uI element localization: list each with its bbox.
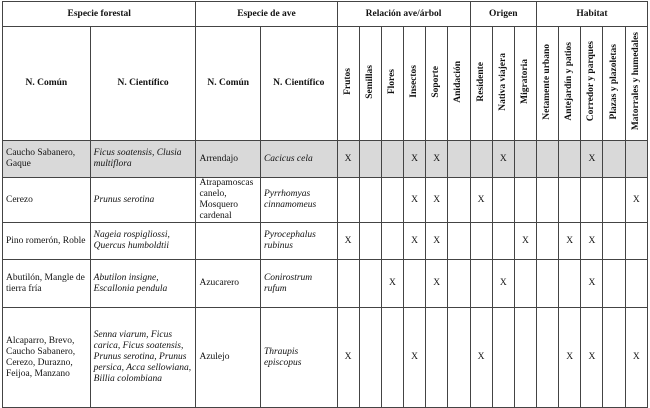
- mark-cell: [448, 178, 470, 223]
- mark-cell: [514, 141, 536, 178]
- mark-cell: [581, 178, 603, 223]
- col-header-semillas: [359, 27, 381, 141]
- mark-cell: [625, 223, 647, 260]
- mark-cell: X: [470, 308, 492, 408]
- mark-cell: X: [625, 178, 647, 223]
- col-header-antejardin-y-patios: [559, 27, 581, 141]
- mark-cell: X: [559, 223, 581, 260]
- mark-cell: [514, 260, 536, 308]
- tree-scientific-cell: Abutilon insigne, Escallonia pendula: [90, 260, 196, 308]
- mark-cell: [537, 260, 559, 308]
- col-header-flores: [381, 27, 403, 141]
- col-header-label: Antejardín y patios: [564, 42, 575, 121]
- mark-cell: [603, 223, 625, 260]
- col-header-label: Plazas y plazoletas: [608, 43, 619, 120]
- mark-cell: X: [337, 223, 359, 260]
- table-row: [3, 308, 648, 408]
- col-header-nativa-viajera: [492, 27, 514, 141]
- tree-scientific-cell: Prunus serotina: [90, 178, 196, 223]
- tree-scientific-cell: Senna viarum, Ficus carica, Ficus soatensis, Prunus serotina, Prunus persica, Acca sellowiana, Billia colombiana: [90, 308, 196, 408]
- mark-cell: [359, 178, 381, 223]
- mark-cell: [337, 260, 359, 308]
- tree-common-cell: Alcaparro, Brevo, Caucho Sabanero, Cerezo, Durazno, Feijoa, Manzano: [3, 308, 91, 408]
- col-header-anidacion: [448, 27, 470, 141]
- col-header-migratoria: [514, 27, 536, 141]
- mark-cell: [625, 260, 647, 308]
- mark-cell: [470, 260, 492, 308]
- mark-cell: [448, 223, 470, 260]
- col-header-label: Flores: [386, 68, 397, 95]
- mark-cell: [537, 141, 559, 178]
- col-header-label: Soporte: [431, 65, 442, 98]
- mark-cell: X: [426, 223, 448, 260]
- mark-cell: [603, 260, 625, 308]
- mark-cell: X: [581, 141, 603, 178]
- table-row: [3, 178, 648, 223]
- tree-scientific-cell: Nageia rospigliossi, Quercus humboldtii: [90, 223, 196, 260]
- mark-cell: [537, 223, 559, 260]
- tree-common-cell: Cerezo: [3, 178, 91, 223]
- bird-scientific-cell: Cacicus cela: [260, 141, 337, 178]
- mark-cell: [381, 141, 403, 178]
- mark-cell: [559, 141, 581, 178]
- mark-cell: [359, 141, 381, 178]
- col-header-plazas-y-plazoletas: [603, 27, 625, 141]
- group-header-origen: Origen: [470, 2, 536, 27]
- col-header-label: Nativa viajera: [497, 52, 508, 111]
- mark-cell: [470, 223, 492, 260]
- col-header-soporte: [426, 27, 448, 141]
- col-header-bird-scientific: N. Científico: [260, 27, 337, 141]
- bird-common-cell: Arrendajo: [196, 141, 260, 178]
- bird-common-cell: Atrapamoscas canelo, Mosquero cardenal: [196, 178, 260, 223]
- table-row: [3, 141, 648, 178]
- col-header-label: Insectos: [409, 65, 420, 98]
- mark-cell: X: [404, 178, 426, 223]
- mark-cell: X: [470, 178, 492, 223]
- mark-cell: [492, 308, 514, 408]
- mark-cell: [514, 308, 536, 408]
- bird-scientific-cell: Thraupis episcopus: [260, 308, 337, 408]
- mark-cell: [381, 178, 403, 223]
- col-header-label: Anidación: [453, 60, 464, 103]
- bird-scientific-cell: Conirostrum rufum: [260, 260, 337, 308]
- mark-cell: X: [404, 223, 426, 260]
- bird-common-cell: Azulejo: [196, 308, 260, 408]
- mark-cell: [359, 223, 381, 260]
- tree-common-cell: Abutilón, Mangle de tierra fría: [3, 260, 91, 308]
- mark-cell: [448, 308, 470, 408]
- bird-common-cell: Azucarero: [196, 260, 260, 308]
- mark-cell: [381, 308, 403, 408]
- col-header-corredor-y-parques: [581, 27, 603, 141]
- mark-cell: X: [559, 308, 581, 408]
- mark-cell: [337, 178, 359, 223]
- tree-scientific-cell: Ficus soatensis, Clusia multiflora: [90, 141, 196, 178]
- bird-common-cell: [196, 223, 260, 260]
- mark-cell: X: [381, 260, 403, 308]
- mark-cell: X: [337, 308, 359, 408]
- col-header-label: Frutos: [342, 68, 353, 95]
- mark-cell: [381, 223, 403, 260]
- mark-cell: [359, 260, 381, 308]
- mark-cell: [537, 308, 559, 408]
- mark-cell: X: [404, 141, 426, 178]
- mark-cell: X: [492, 141, 514, 178]
- mark-cell: X: [337, 141, 359, 178]
- tree-common-cell: Caucho Sabanero, Gaque: [3, 141, 91, 178]
- mark-cell: [359, 308, 381, 408]
- col-header-netamente-urbano: [537, 27, 559, 141]
- bird-scientific-cell: Pyrrhomyas cinnamomeus: [260, 178, 337, 223]
- col-header-label: Residente: [475, 61, 486, 102]
- mark-cell: [448, 141, 470, 178]
- col-header-label: Semillas: [364, 64, 375, 99]
- mark-cell: [537, 178, 559, 223]
- mark-cell: [492, 223, 514, 260]
- mark-cell: X: [492, 260, 514, 308]
- group-header-especie-ave: Especie de ave: [196, 2, 337, 27]
- mark-cell: X: [514, 223, 536, 260]
- mark-cell: X: [404, 308, 426, 408]
- mark-cell: X: [426, 260, 448, 308]
- group-header-especie-forestal: Especie forestal: [3, 2, 196, 27]
- col-header-label: Matorrales y humedales: [630, 32, 641, 131]
- mark-cell: X: [625, 308, 647, 408]
- mark-cell: [492, 178, 514, 223]
- mark-cell: [603, 308, 625, 408]
- mark-cell: X: [581, 308, 603, 408]
- mark-cell: X: [581, 260, 603, 308]
- col-header-matorrales-y-humedales: [625, 27, 647, 141]
- mark-cell: [470, 141, 492, 178]
- mark-cell: [426, 308, 448, 408]
- col-header-label: Netamente urbano: [542, 43, 553, 120]
- mark-cell: X: [426, 141, 448, 178]
- mark-cell: [603, 141, 625, 178]
- group-header-habitat: Habitat: [537, 2, 648, 27]
- mark-cell: X: [426, 178, 448, 223]
- tree-common-cell: Pino romerón, Roble: [3, 223, 91, 260]
- col-header-label: Migratoria: [519, 59, 530, 104]
- col-header-frutos: [337, 27, 359, 141]
- col-header-tree-common: N. Común: [3, 27, 91, 141]
- col-header-insectos: [404, 27, 426, 141]
- mark-cell: [514, 178, 536, 223]
- group-header-relacion: Relación ave/árbol: [337, 2, 470, 27]
- bird-tree-table: [2, 1, 648, 408]
- bird-scientific-cell: Pyrocephalus rubinus: [260, 223, 337, 260]
- table-row: [3, 260, 648, 308]
- col-header-residente: [470, 27, 492, 141]
- col-header-tree-scientific: N. Científico: [90, 27, 196, 141]
- col-header-bird-common: N. Común: [196, 27, 260, 141]
- mark-cell: X: [581, 223, 603, 260]
- mark-cell: [404, 260, 426, 308]
- mark-cell: [603, 178, 625, 223]
- col-header-label: Corredor y parques: [586, 41, 597, 122]
- mark-cell: [559, 178, 581, 223]
- mark-cell: [448, 260, 470, 308]
- mark-cell: [559, 260, 581, 308]
- mark-cell: [625, 141, 647, 178]
- table-row: [3, 223, 648, 260]
